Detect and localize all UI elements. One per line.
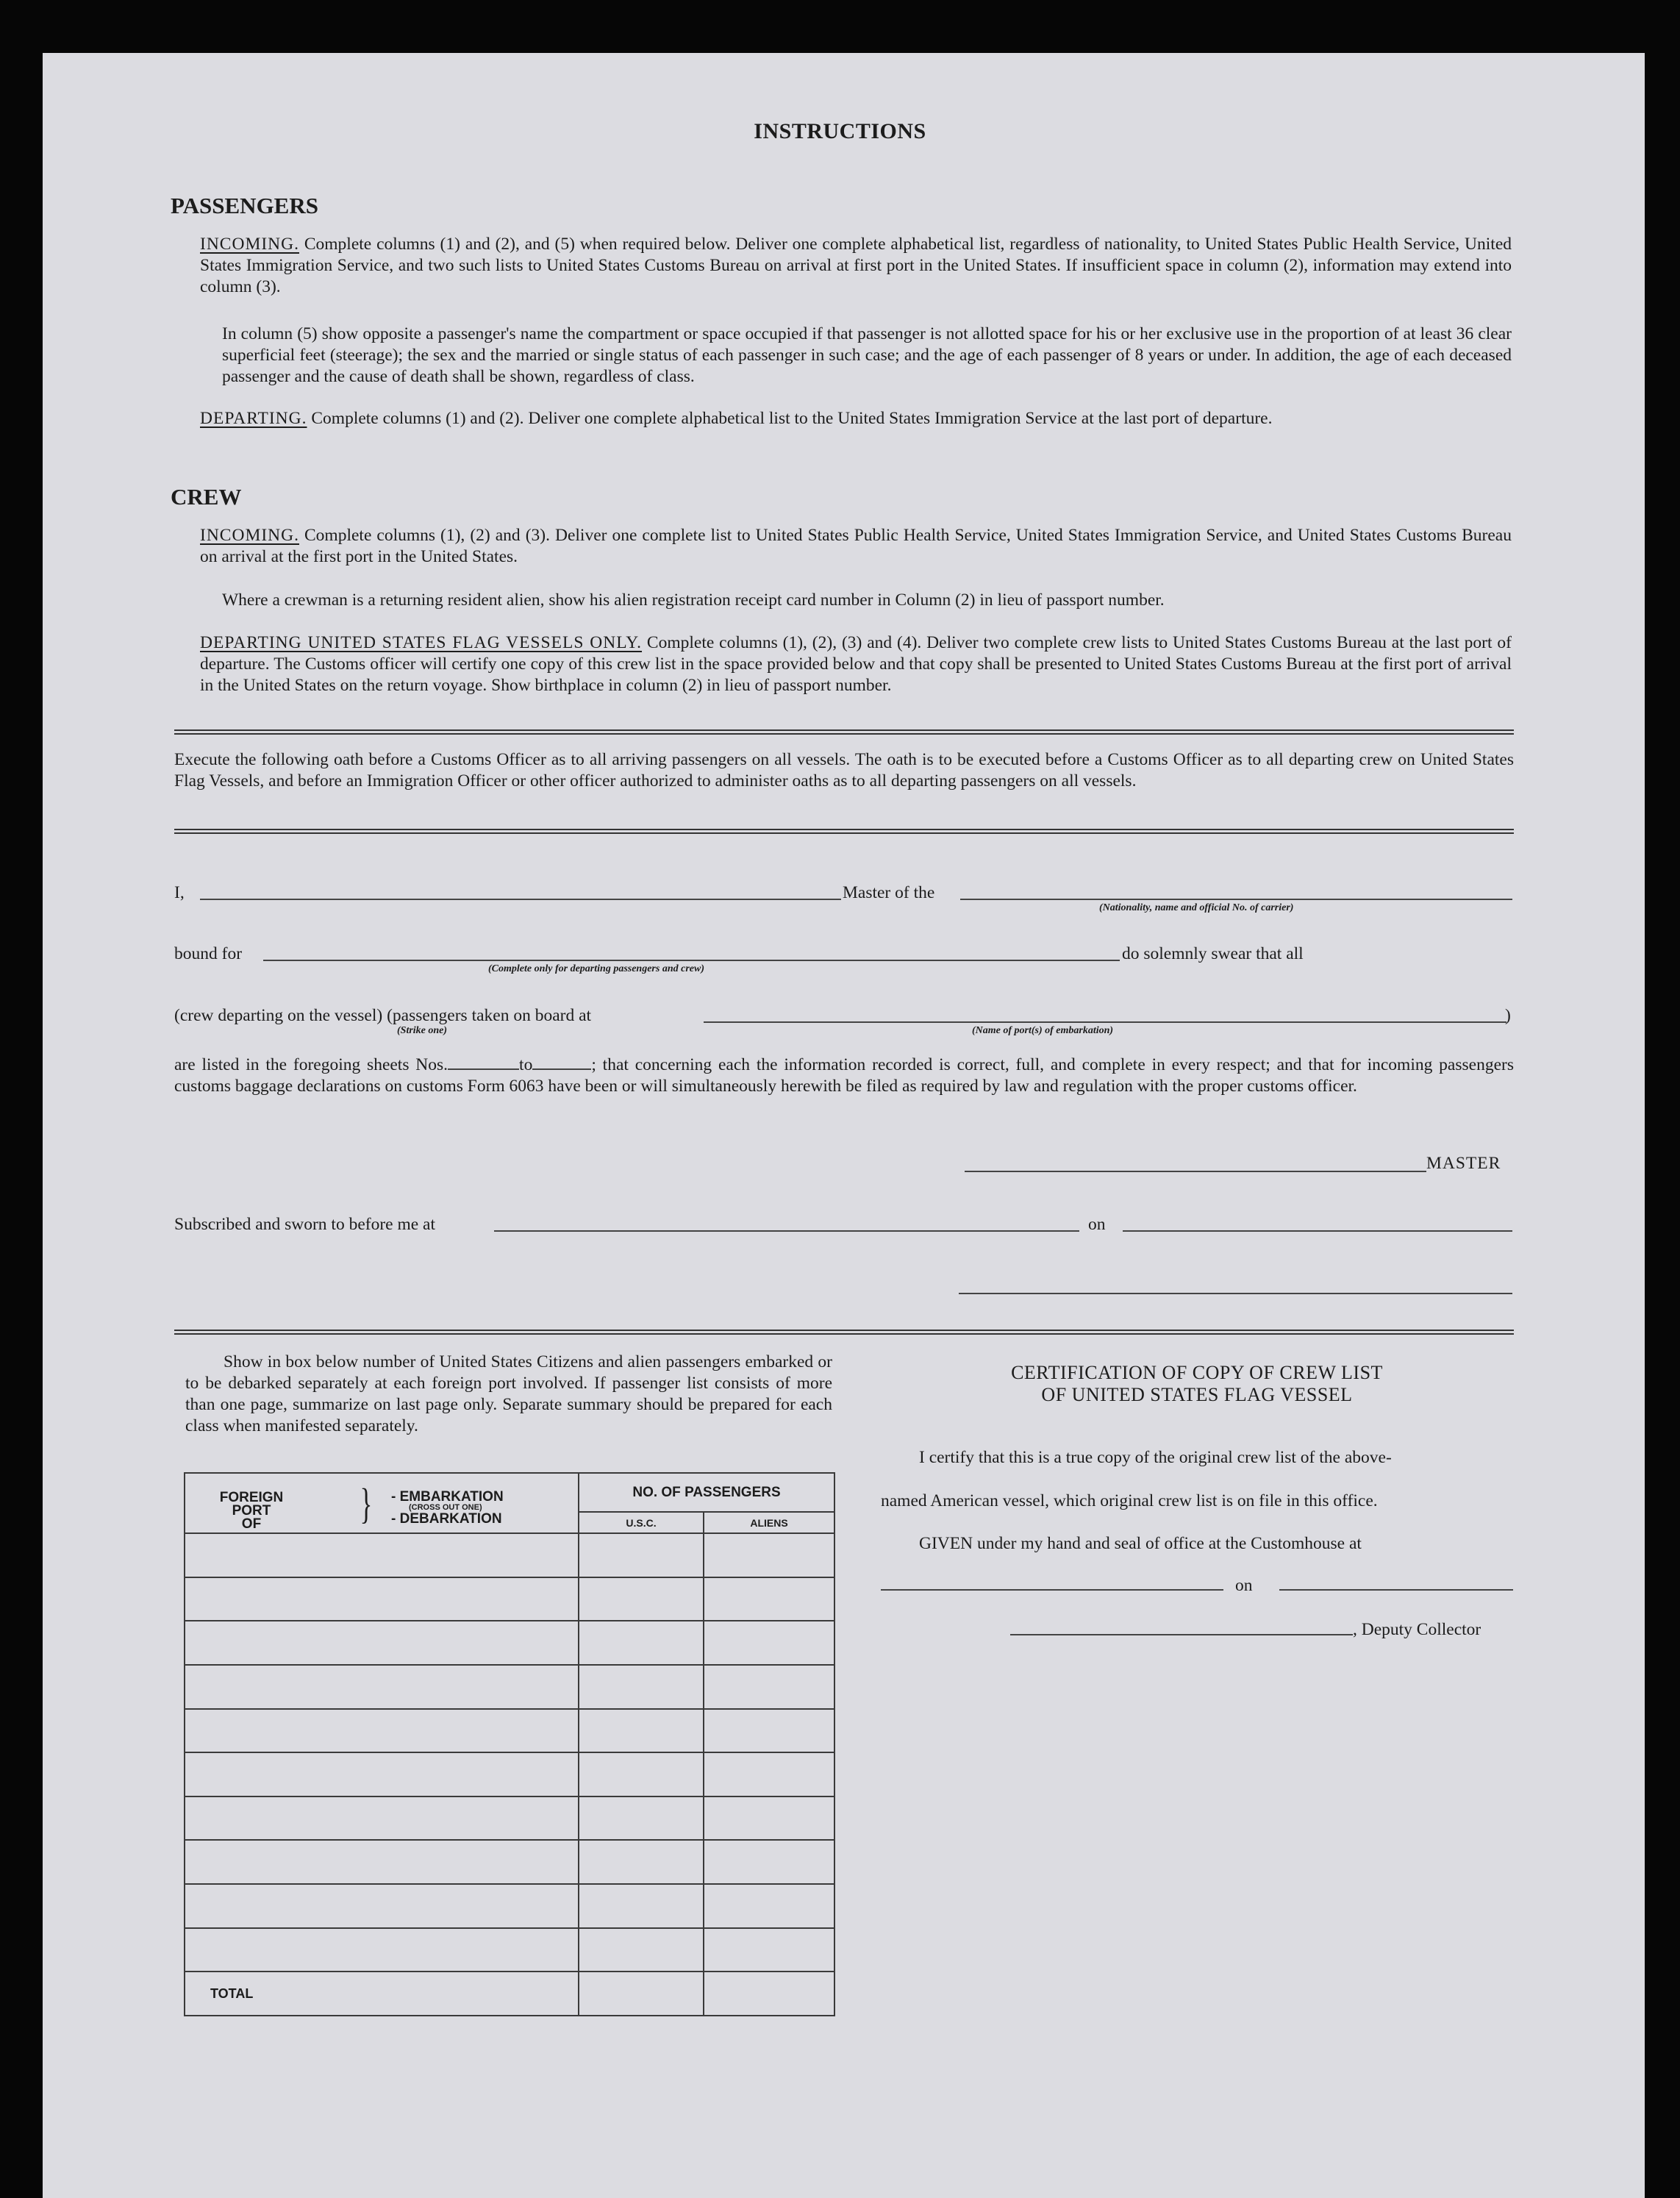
total-row[interactable]	[185, 1972, 834, 2016]
table-row[interactable]	[185, 1577, 834, 1621]
master-of-the-label: Master of the	[843, 883, 935, 902]
oath-instruction: Execute the following oath before a Customs Officer as to all arriving passengers on all vessels. The oath is to be executed before a Customs Officer as to all departing crew on United States Flag Vessels, and before an Immigration Officer or other officer authorized to administer oaths as to all departing passengers on all vessels.	[174, 750, 1514, 791]
master-signature-label: MASTER	[1426, 1154, 1501, 1173]
sheet-to-field[interactable]	[532, 1055, 591, 1070]
close-paren: )	[1505, 1006, 1511, 1025]
crew-flag-label: DEPARTING UNITED STATES FLAG VESSELS ONLY.	[200, 633, 643, 652]
table-row[interactable]	[185, 1928, 834, 1972]
listed-to: to	[519, 1055, 533, 1074]
oath-i: I,	[174, 883, 185, 902]
bound-for-label: bound for	[174, 944, 243, 963]
port-caption: (Name of port(s) of embarkation)	[972, 1025, 1114, 1036]
table-row[interactable]	[185, 1533, 834, 1577]
certification-heading	[881, 1362, 1513, 1406]
crew-flag-text: Complete columns (1), (2), (3) and (4). Deliver two complete crew lists to United States Customs Bureau at the last port of departure. The Customs officer will certify one copy of this crew list in the space provided below and that copy shall be presented to United States Customs Bureau at the first port of arrival in the United States on the return voyage. Show birthplace in column (2) in lieu of passport number.	[200, 633, 1512, 695]
aliens-header: ALIENS	[704, 1512, 834, 1533]
subscribed-label: Subscribed and sworn to before me at	[174, 1215, 436, 1234]
passengers-incoming-text: Complete columns (1) and (2), and (5) when required below. Deliver one complete alphabetical list, regardless of nationality, to United States Public Health Service, United States Immigration Service, and two such lists to United States Customs Bureau on arrival at first port in the United States. If insufficient space in column (2), information may extend into column (3).	[200, 235, 1512, 296]
passengers-departing-paragraph	[200, 408, 1512, 429]
certification-on-label: on	[1235, 1576, 1253, 1595]
passenger-summary-table	[184, 1472, 835, 2016]
passengers-heading: PASSENGERS	[171, 193, 318, 218]
table-row[interactable]	[185, 1665, 834, 1709]
crew-resident-paragraph: Where a crewman is a returning resident alien, show his alien registration receipt card number in Column (2) in lieu of passport number.	[222, 590, 1165, 610]
master-signature-field[interactable]	[965, 1171, 1426, 1172]
summary-note: Show in box below number of United States Citizens and alien passengers embarked or to be debarked separately at each foreign port involved. If passenger list consists of more than one page, summarize on last page only. Separate summary should be prepared for each class when manifested separately.	[185, 1352, 832, 1435]
port-header-cell	[185, 1473, 579, 1533]
embarkation-port-field[interactable]	[704, 1021, 1506, 1023]
table-row[interactable]	[185, 1621, 834, 1665]
crew-incoming-text: Complete columns (1), (2) and (3). Deliver one complete list to United States Public Health Service, United States Immigration Service, and United States Customs Bureau on arrival at the first port in the United States.	[200, 526, 1512, 566]
table-row[interactable]	[185, 1840, 834, 1884]
subscribed-place-field[interactable]	[494, 1230, 1079, 1232]
customhouse-field[interactable]	[881, 1589, 1223, 1591]
certification-heading-line1: CERTIFICATION OF COPY OF CREW LIST	[1011, 1362, 1383, 1383]
divider-1	[174, 729, 1514, 735]
bound-caption: (Complete only for departing passengers and crew)	[488, 963, 704, 974]
embarkation-label: - EMBARKATION	[391, 1489, 504, 1505]
certification-line2: named American vessel, which original crew list is on file in this office.	[881, 1491, 1378, 1510]
certification-date-field[interactable]	[1279, 1589, 1513, 1591]
passengers-column5-paragraph: In column (5) show opposite a passenger's name the compartment or space occupied if that passenger is not allotted space for his or her exclusive use in the proportion of at least 36 clear superficial feet (steerage); the sex and the married or single status of each passenger in such case; and the age of each passenger of 8 years or under. In addition, the age of each deceased passenger and the cause of death shall be shown, regardless of class.	[222, 324, 1512, 386]
deputy-signature-field[interactable]	[1010, 1634, 1353, 1635]
listed-paragraph	[174, 1055, 1514, 1097]
deputy-collector-label: , Deputy Collector	[1353, 1620, 1481, 1639]
crew-heading: CREW	[171, 484, 242, 510]
cross-out-label: (CROSS OUT ONE)	[409, 1503, 482, 1512]
carrier-caption: (Nationality, name and official No. of carrier)	[1099, 902, 1294, 913]
carrier-field[interactable]	[960, 899, 1512, 900]
table-row[interactable]	[185, 1752, 834, 1796]
sheet-from-field[interactable]	[448, 1055, 519, 1070]
total-label: TOTAL	[185, 1972, 579, 2016]
passengers-incoming-label: INCOMING.	[200, 235, 299, 254]
certification-line1: I certify that this is a true copy of the original crew list of the above-	[919, 1448, 1392, 1467]
usc-header: U.S.C.	[579, 1512, 704, 1533]
officer-signature-field[interactable]	[959, 1293, 1512, 1294]
passengers-departing-text: Complete columns (1) and (2). Deliver one complete alphabetical list to the United States Immigration Service at the last port of departure.	[311, 409, 1273, 428]
no-of-passengers-header: NO. OF PASSENGERS	[579, 1473, 834, 1512]
certification-heading-line2: OF UNITED STATES FLAG VESSEL	[1041, 1384, 1353, 1405]
divider-2	[174, 829, 1514, 834]
port-header-line3: OF	[241, 1516, 262, 1532]
passengers-departing-label: DEPARTING.	[200, 409, 307, 428]
port-header-line2: PORT	[232, 1503, 271, 1519]
listed-pre: are listed in the foregoing sheets Nos.	[174, 1055, 448, 1074]
crew-flag-paragraph	[200, 632, 1512, 696]
bound-for-field[interactable]	[263, 960, 1120, 961]
crew-departing-label: (crew departing on the vessel) (passengers taken on board at	[174, 1006, 592, 1025]
strike-caption: (Strike one)	[397, 1025, 448, 1036]
crew-incoming-label: INCOMING.	[200, 526, 299, 545]
table-row[interactable]	[185, 1709, 834, 1753]
crew-incoming-paragraph	[200, 525, 1512, 568]
table-row[interactable]	[185, 1796, 834, 1841]
subscribed-date-field[interactable]	[1123, 1230, 1512, 1232]
listed-post: ; that concerning each the information recorded is correct, full, and complete in every respect; and that for incoming passengers customs baggage declarations on customs Form 6063 have been or will simultaneously herewith be filed as required by law and regulation with the proper customs officer.	[174, 1055, 1514, 1096]
page-title: INSTRUCTIONS	[754, 119, 926, 143]
swear-label: do solemnly swear that all	[1122, 944, 1304, 963]
table-row[interactable]	[185, 1884, 834, 1928]
debarkation-label: - DEBARKATION	[391, 1511, 502, 1527]
header-brace: }	[360, 1480, 373, 1527]
master-name-field[interactable]	[200, 899, 841, 900]
port-header-line1: FOREIGN	[219, 1490, 284, 1505]
passengers-incoming-paragraph	[200, 234, 1512, 298]
certification-line3: GIVEN under my hand and seal of office at the Customhouse at	[919, 1534, 1362, 1553]
divider-3	[174, 1330, 1514, 1335]
subscribed-on-label: on	[1088, 1215, 1106, 1234]
